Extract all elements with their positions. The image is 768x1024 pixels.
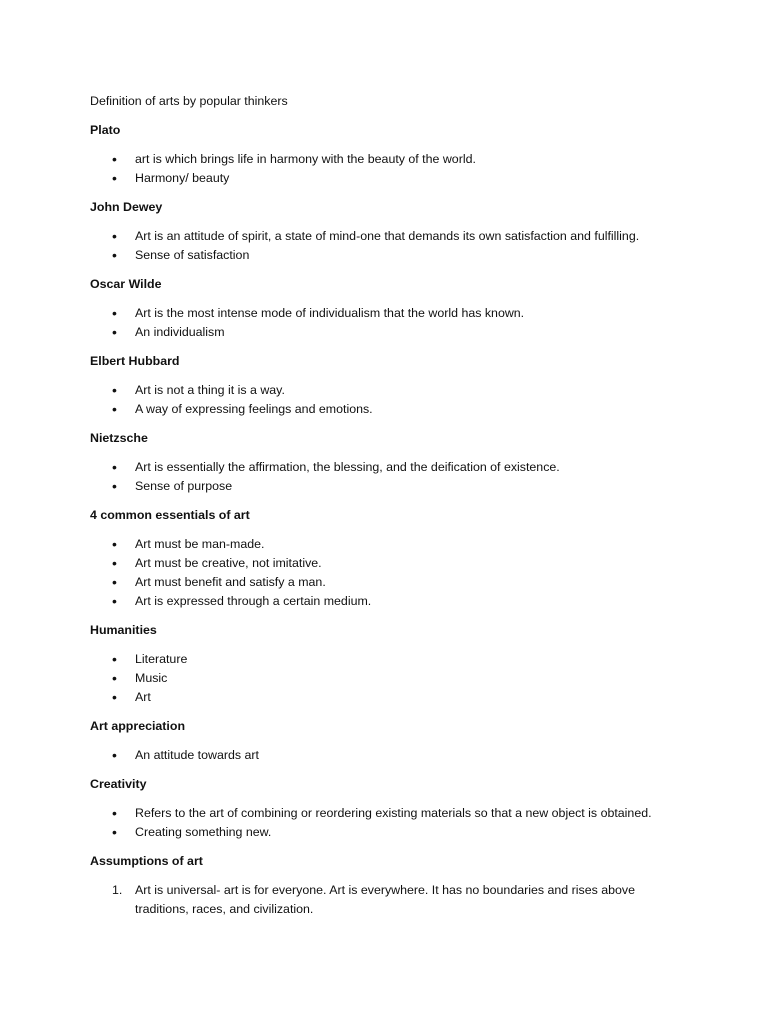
list-item: • Art is the most intense mode of individualism that the world has known.	[90, 304, 678, 323]
list-item: • Sense of satisfaction	[90, 246, 678, 265]
list-item: • Art	[90, 688, 678, 707]
section	[90, 775, 678, 842]
bullet-list	[90, 150, 678, 188]
section-heading: Art appreciation	[90, 719, 186, 733]
bullet-list	[90, 650, 678, 707]
list-item: • Harmony/ beauty	[90, 169, 678, 188]
section-heading: Elbert Hubbard	[90, 354, 180, 368]
bullet-list	[90, 535, 678, 611]
list-item: • Art must benefit and satisfy a man.	[90, 573, 678, 592]
bullet-list	[90, 746, 678, 765]
list-item: • An attitude towards art	[90, 746, 678, 765]
section	[90, 717, 678, 765]
list-item: • Art is an attitude of spirit, a state of mind-one that demands its own satisfaction and fulfilling.	[90, 227, 678, 246]
list-item-text: Art is universal- art is for everyone. Art is everywhere. It has no boundaries and rises above traditions, races, and civilization.	[135, 883, 635, 916]
list-item: • Art is essentially the affirmation, the blessing, and the deification of existence.	[90, 458, 678, 477]
section-heading: John Dewey	[90, 200, 163, 214]
list-item: • A way of expressing feelings and emotions.	[90, 400, 678, 419]
list-item: • An individualism	[90, 323, 678, 342]
section	[90, 198, 678, 265]
assumptions-section	[90, 852, 678, 919]
bullet-list	[90, 304, 678, 342]
section-heading: Creativity	[90, 777, 147, 791]
list-item: • Art must be man-made.	[90, 535, 678, 554]
bullet-list	[90, 804, 678, 842]
numbered-list	[90, 881, 678, 919]
section	[90, 121, 678, 188]
list-item: • Art is not a thing it is a way.	[90, 381, 678, 400]
section-heading: 4 common essentials of art	[90, 508, 250, 522]
bullet-list	[90, 381, 678, 419]
list-item: • Art must be creative, not imitative.	[90, 554, 678, 573]
section	[90, 352, 678, 419]
section	[90, 506, 678, 611]
list-item: • Sense of purpose	[90, 477, 678, 496]
section-heading: Plato	[90, 123, 121, 137]
section	[90, 621, 678, 707]
section-heading: Humanities	[90, 623, 157, 637]
list-item: • Refers to the art of combining or reordering existing materials so that a new object is obtained.	[90, 804, 678, 823]
list-item: • Art is expressed through a certain medium.	[90, 592, 678, 611]
section	[90, 275, 678, 342]
list-number: 1.	[112, 883, 123, 897]
list-item: • Music	[90, 669, 678, 688]
document-title: Definition of arts by popular thinkers	[90, 94, 288, 108]
list-item	[90, 881, 678, 919]
section-heading: Nietzsche	[90, 431, 148, 445]
list-item: • art is which brings life in harmony with the beauty of the world.	[90, 150, 678, 169]
bullet-list	[90, 227, 678, 265]
bullet-list	[90, 458, 678, 496]
sections-container	[90, 121, 678, 842]
section-heading: Assumptions of art	[90, 854, 203, 868]
section	[90, 429, 678, 496]
list-item: • Creating something new.	[90, 823, 678, 842]
section-heading: Oscar Wilde	[90, 277, 162, 291]
list-item: • Literature	[90, 650, 678, 669]
